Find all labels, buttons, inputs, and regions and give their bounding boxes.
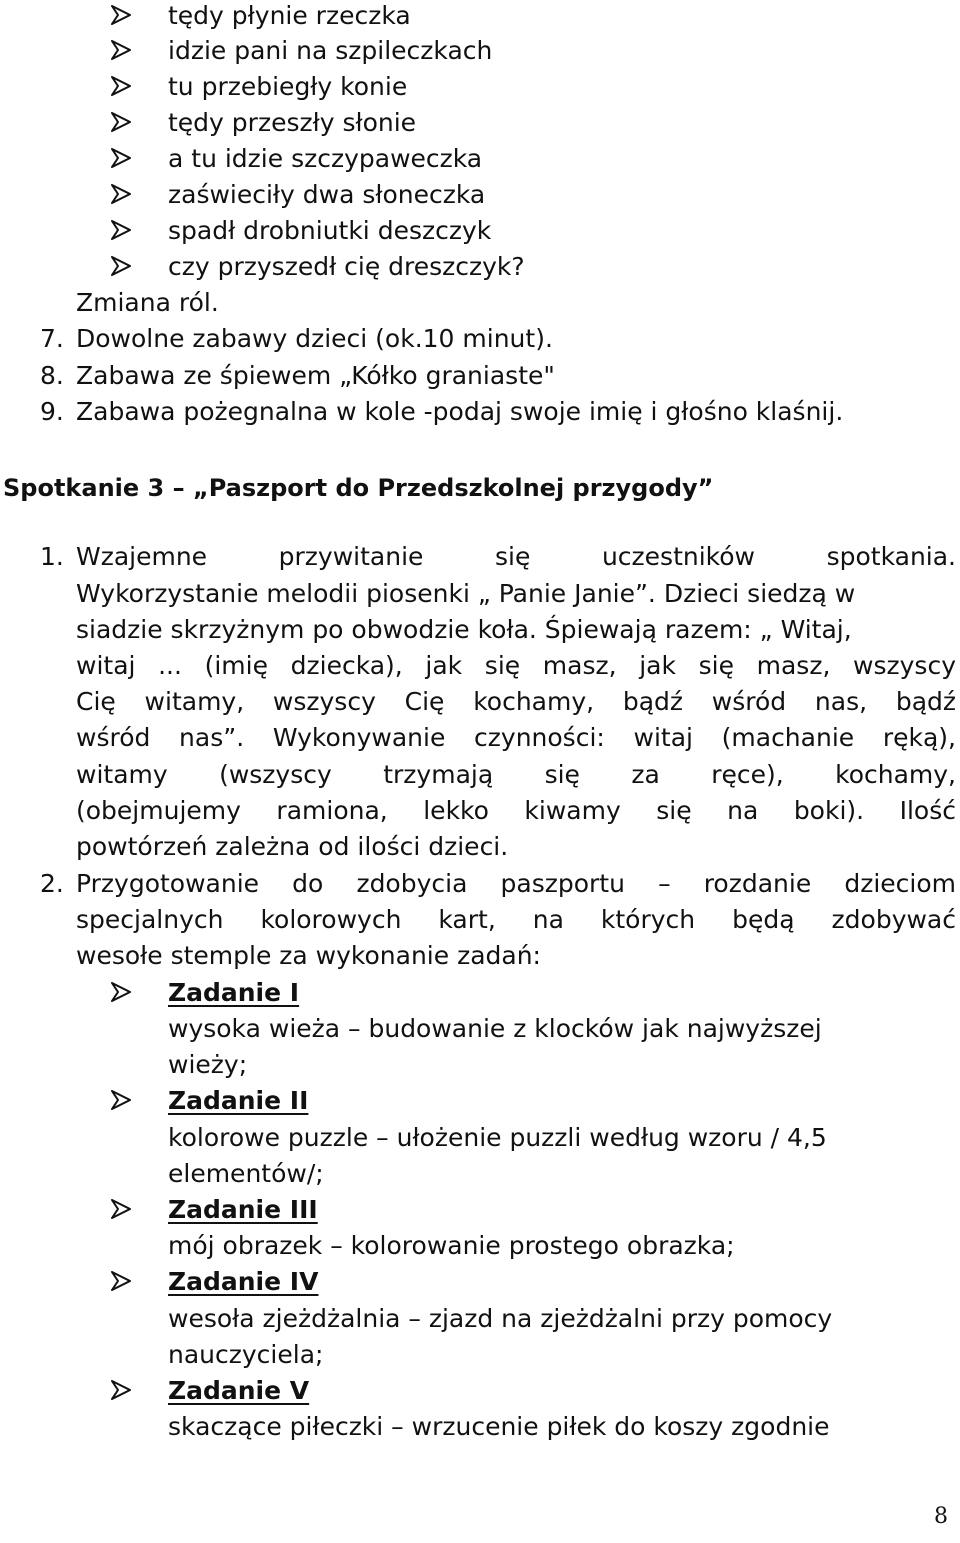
task-description: wesoła zjeżdżalnia – zjazd na zjeżdżalni przy pomocy	[168, 1304, 833, 1333]
list-item: Zabawa pożegnalna w kole -podaj swoje imię i głośno klaśnij.	[76, 397, 844, 426]
task-title: Zadanie V	[168, 1376, 310, 1405]
paragraph-line: Wzajemne przywitanie się uczestników spotkania.	[76, 542, 956, 571]
list-item: czy przyszedł cię dreszczyk?	[168, 252, 525, 281]
paragraph-line: wśród nas”. Wykonywanie czynności: witaj (machanie ręką),	[76, 723, 956, 752]
list-number: 2.	[40, 869, 64, 898]
list-item: zaświeciły dwa słoneczka	[168, 180, 486, 209]
task-description: mój obrazek – kolorowanie prostego obrazka;	[168, 1231, 735, 1260]
list-number: 9.	[40, 397, 64, 426]
arrow-bullet-icon	[110, 975, 140, 1003]
task-description: elementów/;	[168, 1159, 324, 1188]
arrow-bullet-icon	[110, 141, 140, 169]
task-description: wysoka wieża – budowanie z klocków jak najwyższej	[168, 1014, 822, 1043]
paragraph-line: siadzie skrzyżnym po obwodzie koła. Śpiewają razem: „ Witaj,	[76, 615, 852, 644]
task-title: Zadanie II	[168, 1086, 309, 1115]
arrow-bullet-icon	[110, 177, 140, 205]
arrow-bullet-icon	[110, 1192, 140, 1220]
arrow-bullet-icon	[110, 105, 140, 133]
list-item: tu przebiegły konie	[168, 72, 408, 101]
arrow-bullet-icon	[110, 69, 140, 97]
arrow-bullet-icon	[110, 1264, 140, 1292]
list-item: a tu idzie szczypaweczka	[168, 144, 483, 173]
list-item: Dowolne zabawy dzieci (ok.10 minut).	[76, 324, 553, 353]
task-description: kolorowe puzzle – ułożenie puzzli według wzoru / 4,5	[168, 1123, 827, 1152]
arrow-bullet-icon	[110, 33, 140, 61]
task-title: Zadanie I	[168, 978, 300, 1007]
arrow-bullet-icon	[110, 249, 140, 277]
role-change-text: Zmiana ról.	[76, 288, 219, 317]
arrow-bullet-icon	[110, 1083, 140, 1111]
arrow-bullet-icon	[110, 1373, 140, 1401]
task-description: skaczące piłeczki – wrzucenie piłek do koszy zgodnie	[168, 1412, 830, 1441]
list-number: 8.	[40, 361, 64, 390]
paragraph-line: wesołe stemple za wykonanie zadań:	[76, 941, 541, 970]
paragraph-line: specjalnych kolorowych kart, na których będą zdobywać	[76, 905, 956, 934]
paragraph-line: witamy (wszyscy trzymają się za ręce), kochamy,	[76, 760, 956, 789]
paragraph-line: Cię witamy, wszyscy Cię kochamy, bądź wśród nas, bądź	[76, 687, 956, 716]
arrow-bullet-icon	[110, 0, 140, 26]
list-number: 7.	[40, 324, 64, 353]
paragraph-line: powtórzeń zależna od ilości dzieci.	[76, 832, 509, 861]
paragraph-line: (obejmujemy ramiona, lekko kiwamy się na boki). Ilość	[76, 796, 956, 825]
list-item: tędy przeszły słonie	[168, 108, 417, 137]
list-item: tędy płynie rzeczka	[168, 1, 411, 30]
paragraph-line: Wykorzystanie melodii piosenki „ Panie Janie”. Dzieci siedzą w	[76, 579, 856, 608]
meeting-heading: Spotkanie 3 – „Paszport do Przedszkolnej przygody”	[3, 474, 714, 502]
task-description: nauczyciela;	[168, 1340, 324, 1369]
task-title: Zadanie III	[168, 1195, 318, 1224]
task-description: wieży;	[168, 1050, 248, 1079]
page-number: 8	[934, 1504, 948, 1529]
task-title: Zadanie IV	[168, 1267, 319, 1296]
paragraph-line: Przygotowanie do zdobycia paszportu – rozdanie dzieciom	[76, 869, 956, 898]
list-item: Zabawa ze śpiewem „Kółko graniaste"	[76, 361, 555, 390]
list-item: spadł drobniutki deszczyk	[168, 216, 492, 245]
arrow-bullet-icon	[110, 213, 140, 241]
paragraph-line: witaj ... (imię dziecka), jak się masz, jak się masz, wszyscy	[76, 651, 956, 680]
list-number: 1.	[40, 542, 64, 571]
list-item: idzie pani na szpileczkach	[168, 36, 493, 65]
